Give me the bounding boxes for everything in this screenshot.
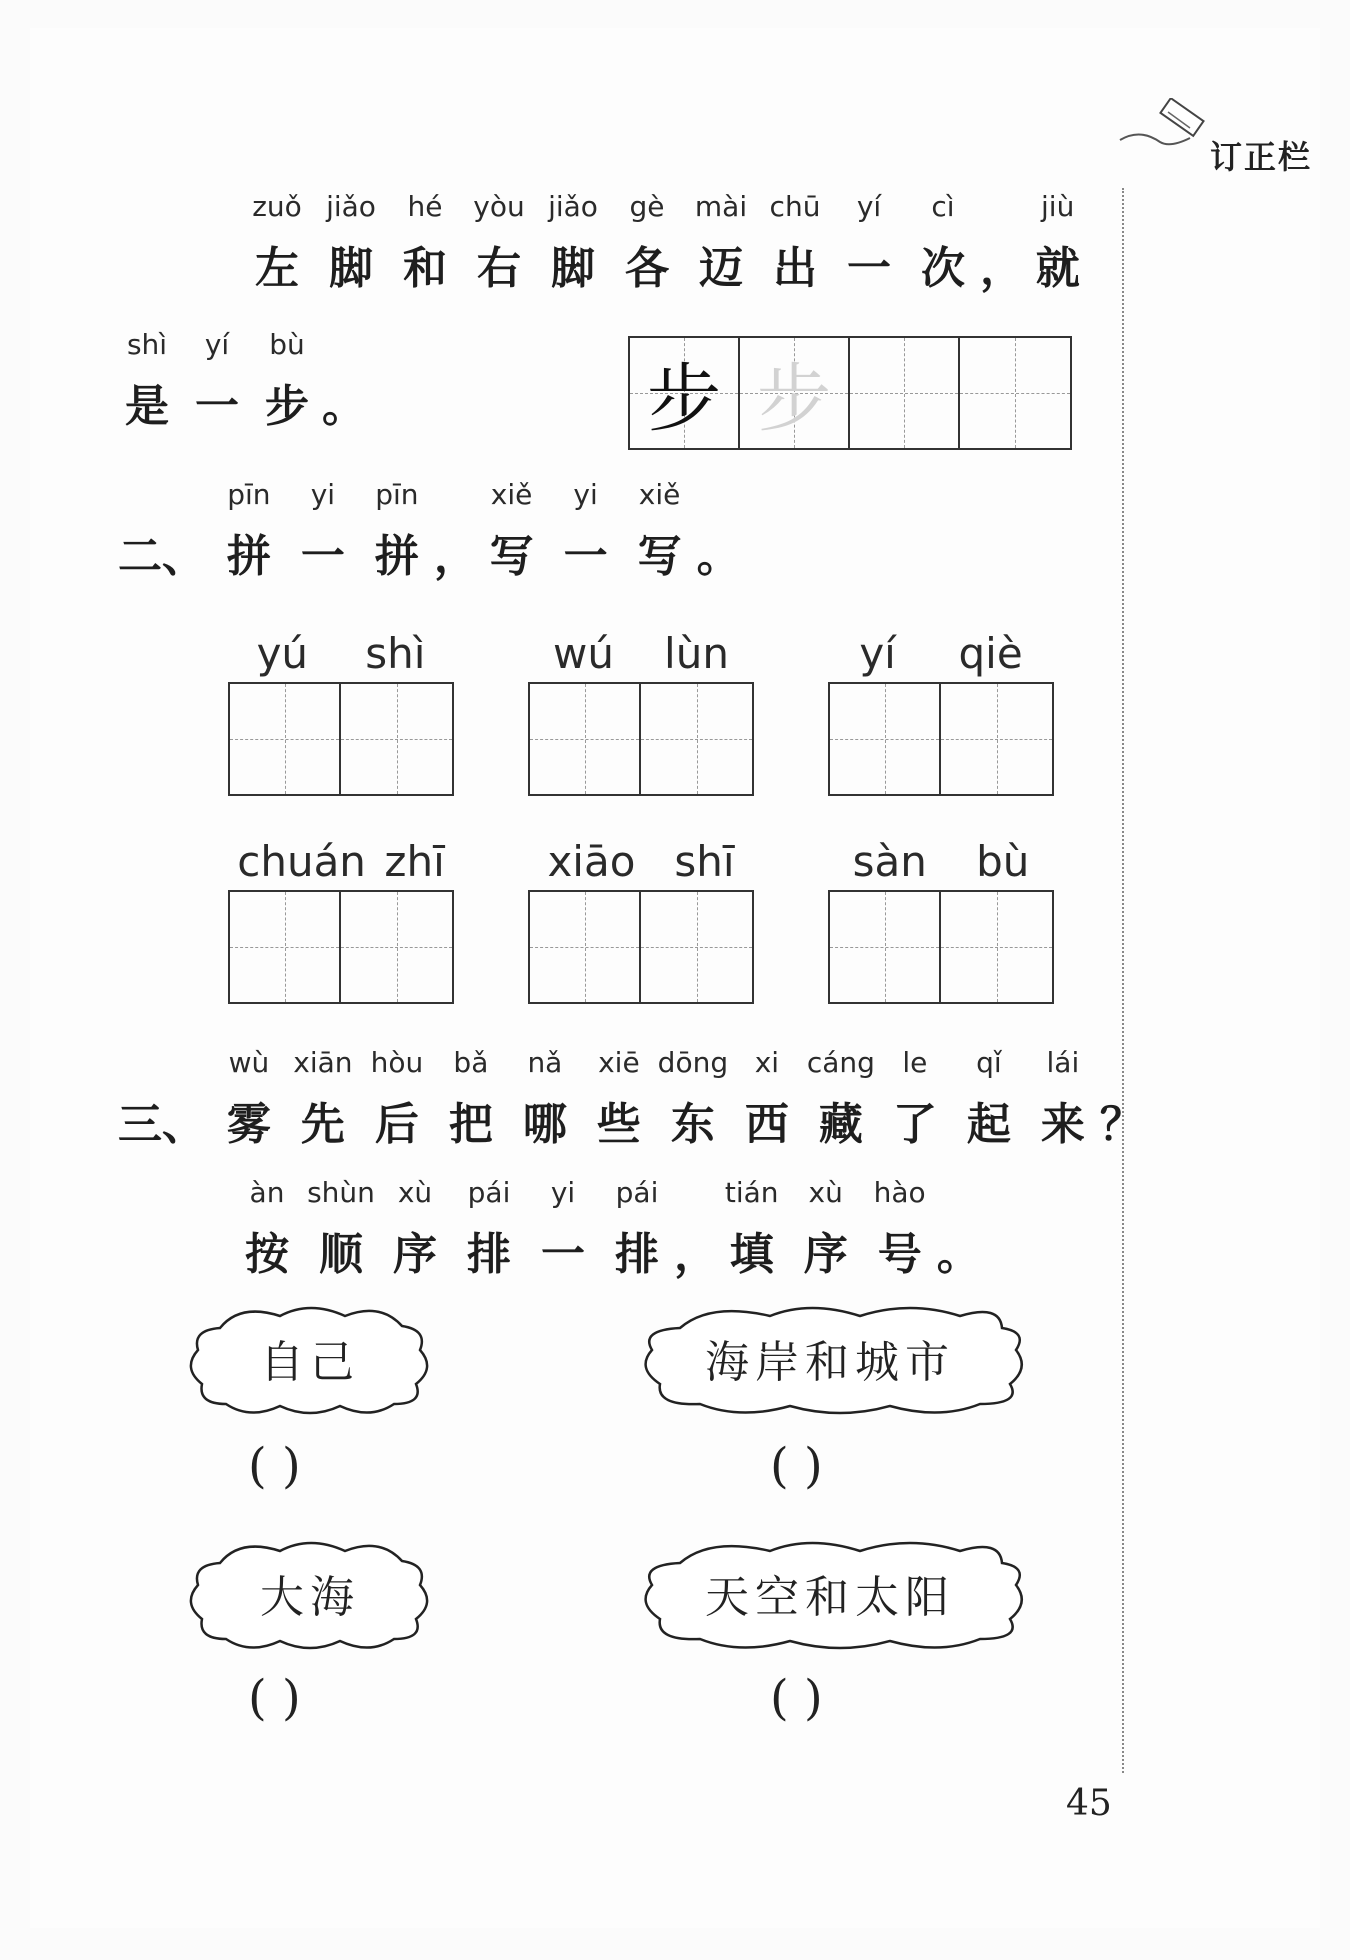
pinyin-char-pair [936,1176,981,1282]
pinyin: xi [754,1046,780,1079]
hanzi: 迈 [699,243,743,294]
word-writing-block [228,626,454,796]
pinyin-char-pair [508,1046,582,1152]
pinyin: yòu [473,190,525,223]
syllable: shì [365,629,426,678]
hanzi: 一 [541,1229,585,1280]
pinyin: xù [397,1176,433,1209]
pinyin-char-pair [526,1176,600,1282]
pinyin [1100,1046,1141,1088]
section3-title [112,1046,1144,1152]
word-pinyin [528,834,754,890]
pinyin-char-pair [112,328,182,434]
write-box[interactable] [941,892,1052,1002]
hanzi: 填 [729,1229,774,1280]
hanzi: 按 [245,1229,289,1280]
pinyin-char-pair [360,1046,434,1152]
hanzi: 各 [625,243,669,294]
pinyin-char-pair [730,1046,804,1152]
pinyin: gè [629,190,665,223]
pinyin-char-pair [906,190,980,296]
pinyin-char-pair [549,478,623,584]
pinyin [112,478,212,520]
syllable: zhī [384,837,445,886]
answer-blank[interactable]: ( ) [770,1670,823,1726]
hanzi: 脚 [329,243,373,294]
pinyin-char-pair [789,1176,863,1282]
hanzi: 排 [615,1229,659,1280]
pinyin: hào [873,1176,926,1209]
pinyin-char-pair [112,478,212,584]
hanzi: 是 [125,381,169,432]
sentence-line-2 [112,328,366,434]
word-pinyin [828,626,1054,682]
write-box[interactable] [530,892,641,1002]
pinyin-char-pair [462,190,536,296]
pinyin [112,1046,212,1088]
pinyin-char-pair [360,478,434,584]
pinyin: shì [126,328,168,361]
pinyin: xiě [638,478,681,511]
word-pinyin [228,834,454,890]
hanzi: 些 [596,1099,641,1150]
pinyin-char-pair [804,1046,878,1152]
pinyin-char-pair [388,190,462,296]
answer-blank[interactable]: ( ) [248,1438,301,1494]
pinyin: cì [931,190,955,223]
trace-box-empty[interactable] [850,338,960,448]
pinyin-char-pair [286,1046,360,1152]
sentence-line-1 [240,190,1095,296]
pinyin [937,1176,978,1218]
pinyin: zuǒ [252,190,302,223]
pinyin-char-pair [434,1046,508,1152]
pinyin-char-pair [230,1176,304,1282]
pinyin-char-pair [600,1176,674,1282]
hanzi: 二、 [117,531,206,582]
hanzi: 序 [803,1229,848,1280]
pinyin: bǎ [453,1046,489,1079]
tianzi-grid [828,682,1054,796]
pinyin-char-pair [623,478,697,584]
hanzi: 号 [877,1229,922,1280]
write-box[interactable] [530,684,641,794]
cloud-card-1 [180,1298,440,1418]
pinyin-char-pair [322,328,366,434]
pinyin-char-pair [863,1176,937,1282]
hanzi: 一 [563,531,608,582]
pinyin: pīn [375,478,419,511]
pinyin: qǐ [976,1046,1002,1079]
hanzi: 哪 [522,1099,567,1150]
pinyin-char-pair [304,1176,378,1282]
tianzi-grid [528,890,754,1004]
pinyin: jiù [1041,190,1075,223]
word-writing-block [828,626,1054,796]
pinyin: yí [204,328,230,361]
syllable: yí [859,629,896,678]
trace-grid [628,336,1072,450]
pinyin: xiě [490,478,533,511]
tianzi-grid [228,890,454,1004]
pinyin-char-pair [112,1046,212,1152]
word-pinyin [528,626,754,682]
word-pinyin [228,626,454,682]
hanzi: 顺 [319,1229,363,1280]
pinyin-char-pair [286,478,360,584]
hanzi: 写 [637,531,682,582]
hanzi: 序 [393,1229,437,1280]
pinyin: xù [808,1176,843,1209]
pinyin: pái [615,1176,659,1209]
hanzi: 拼 [374,531,419,582]
hanzi: 右 [477,243,521,294]
tianzi-grid [528,682,754,796]
hanzi: 拼 [226,531,271,582]
pinyin: bù [269,328,305,361]
hanzi: 脚 [551,243,595,294]
hanzi: 雾 [226,1099,271,1150]
pinyin [322,328,361,370]
pinyin: yi [550,1176,576,1209]
tianzi-grid [828,890,1054,1004]
hanzi: 就 [1035,243,1080,294]
section3-subtitle [230,1176,981,1282]
pinyin-char-pair [610,190,684,296]
hanzi: 来 [1040,1099,1085,1150]
pinyin-char-pair [696,478,741,584]
pinyin: pái [467,1176,511,1209]
cloud-card-2 [630,1298,1030,1418]
hanzi: 了 [892,1099,937,1150]
trace-box-hint[interactable] [740,338,850,448]
hanzi: 。 [696,531,741,582]
hanzi: 次 [921,243,965,294]
write-box[interactable] [641,892,752,1002]
hanzi: 后 [374,1099,419,1150]
worksheet-page [30,28,1320,1928]
write-box[interactable] [641,684,752,794]
pinyin-char-pair [878,1046,952,1152]
hanzi: 排 [467,1229,511,1280]
hanzi: ？ [1099,1099,1144,1150]
pinyin-char-pair [582,1046,656,1152]
pinyin-char-pair [452,1176,526,1282]
pinyin-char-pair [314,190,388,296]
correction-divider [1122,188,1124,1773]
write-box[interactable] [830,892,941,1002]
pinyin-char-pair [212,478,286,584]
pinyin-char-pair [980,190,1024,296]
hanzi: 一 [195,381,239,432]
pinyin-char-pair [536,190,610,296]
word-writing-block [228,834,454,1004]
word-writing-block [528,626,754,796]
pinyin-char-pair [378,1176,452,1282]
pinyin-char-pair [182,328,252,434]
syllable: qiè [958,629,1023,678]
hanzi: 三、 [117,1099,206,1150]
syllable: sàn [852,837,927,886]
answer-blank[interactable]: ( ) [248,1670,301,1726]
pinyin-char-pair [684,190,758,296]
pinyin: jiǎo [548,190,598,223]
syllable: yú [256,629,309,678]
pinyin: hòu [370,1046,424,1079]
pencil-icon [1110,98,1210,158]
pinyin: chū [769,190,821,223]
hanzi: 起 [966,1099,1011,1150]
pinyin: shùn [307,1176,375,1209]
cloud-label: 自己 [260,1337,360,1388]
hanzi: ， [980,243,1024,294]
pinyin: jiǎo [326,190,376,223]
write-box[interactable] [941,684,1052,794]
word-pinyin [828,834,1054,890]
syllable: bù [976,837,1030,886]
pinyin [980,190,1021,232]
cloud-label: 海岸和城市 [705,1337,955,1388]
pinyin: yi [573,478,598,511]
pinyin [674,1176,715,1218]
pinyin-char-pair [240,190,314,296]
hanzi: 出 [773,243,817,294]
pinyin: xiē [598,1046,640,1079]
pinyin-char-pair [832,190,906,296]
hanzi: 左 [255,243,299,294]
pinyin-char-pair [1099,1046,1144,1152]
cloud-label: 大海 [260,1572,360,1623]
pinyin: cáng [806,1046,875,1079]
hanzi: 。 [322,381,366,432]
syllable: xiāo [547,837,636,886]
hanzi: 西 [744,1099,789,1150]
hanzi: 一 [300,531,345,582]
trace-box-empty[interactable] [960,338,1070,448]
answer-blank[interactable]: ( ) [770,1438,823,1494]
pinyin: mài [694,190,748,223]
hanzi: 把 [448,1099,493,1150]
hanzi: ， [674,1229,718,1280]
pinyin: pīn [227,478,271,511]
correction-column-title: 订正栏 [1210,138,1313,176]
hanzi: 东 [670,1099,715,1150]
hanzi: 写 [489,531,534,582]
pinyin: xiān [293,1046,353,1079]
write-box[interactable] [830,684,941,794]
pinyin: le [902,1046,928,1079]
hanzi: 。 [936,1229,981,1280]
pinyin-char-pair [952,1046,1026,1152]
pinyin: hé [407,190,443,223]
hanzi: 藏 [818,1099,863,1150]
pinyin-char-pair [715,1176,789,1282]
pinyin: yí [856,190,882,223]
pinyin: wù [228,1046,270,1079]
hanzi: ， [433,531,478,582]
syllable: chuán [237,837,366,886]
pinyin-char-pair [674,1176,718,1282]
pinyin [697,478,738,520]
pinyin-char-pair [433,478,478,584]
pinyin-char-pair [1021,190,1095,296]
tianzi-grid [228,682,454,796]
cloud-card-3 [180,1533,440,1653]
hanzi: 一 [847,243,891,294]
trace-box-model [630,338,740,448]
pinyin: yi [310,478,336,511]
cloud-label: 天空和太阳 [705,1572,955,1623]
write-box[interactable] [341,684,452,794]
pinyin-char-pair [212,1046,286,1152]
syllable: shī [674,837,735,886]
hanzi: 和 [403,243,447,294]
section2-title [112,478,741,584]
syllable: lùn [664,629,729,678]
pinyin: àn [249,1176,285,1209]
pinyin-char-pair [252,328,322,434]
word-writing-block [528,834,754,1004]
pinyin-char-pair [1026,1046,1100,1152]
pinyin: tián [724,1176,779,1209]
syllable: wú [553,629,614,678]
pinyin-char-pair [758,190,832,296]
pinyin: dōng [657,1046,729,1079]
pinyin-char-pair [475,478,549,584]
pinyin: nǎ [527,1046,563,1079]
write-box[interactable] [230,684,341,794]
write-box[interactable] [230,892,341,1002]
hanzi: 先 [300,1099,345,1150]
page-number: 45 [1066,1783,1112,1824]
pinyin: lái [1046,1046,1080,1079]
pinyin [434,478,475,520]
trace-char-model: 步 [647,356,721,442]
word-writing-block [828,834,1054,1004]
pinyin-char-pair [656,1046,730,1152]
cloud-card-4 [630,1533,1030,1653]
write-box[interactable] [341,892,452,1002]
hanzi: 步 [265,381,309,432]
trace-char-hint: 步 [757,356,831,442]
